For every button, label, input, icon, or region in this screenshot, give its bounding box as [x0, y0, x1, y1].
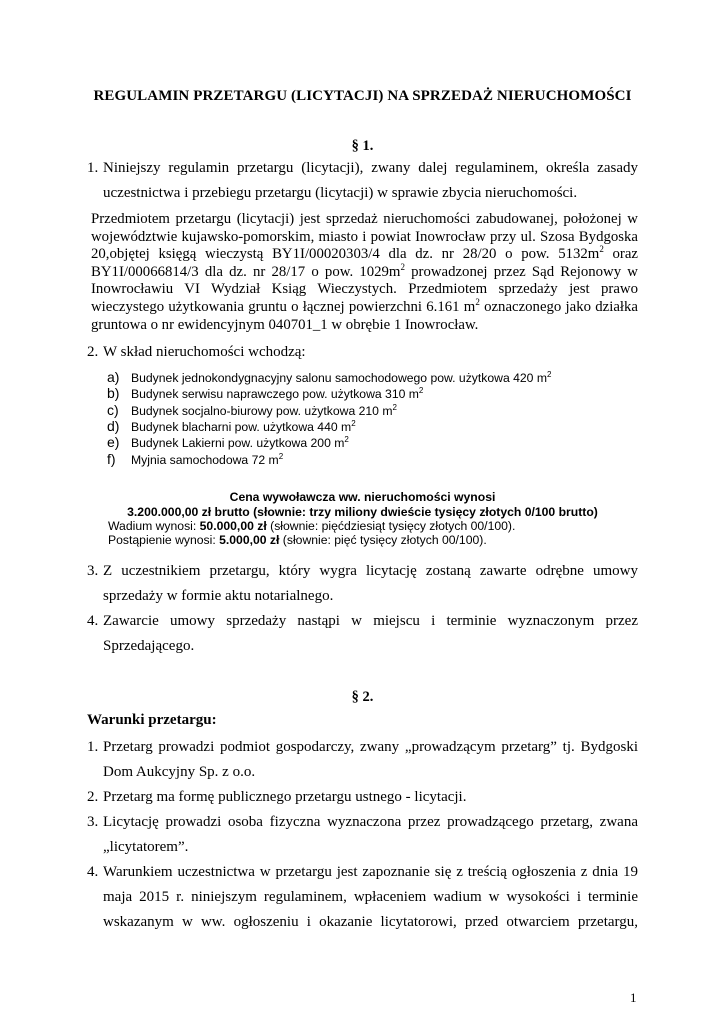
- s2-point-2-line-1: Przetarg ma formę publicznego przetargu ustnego - licytacji.: [103, 789, 467, 805]
- area-unit-superscript: 2: [278, 451, 284, 461]
- list-item-text: Myjnia samochodowa 72 m: [131, 453, 279, 467]
- s2-point-3-line-1: Licytację prowadzi osoba fizyczna wyznaczona przez prowadzącego przetarg, zwana: [103, 814, 638, 830]
- s1-point-1-line-2: uczestnictwa i przebiegu przetargu (licytacji) w sprawie zbycia nieruchomości.: [103, 185, 578, 201]
- s2-point-4-line-3: wskazanym w ww. ogłoszeniu i okazanie licytatorowi, przed otwarciem przetargu,: [103, 914, 638, 930]
- area-unit-superscript: 2: [392, 402, 397, 412]
- s1-point-4-line-1: Zawarcie umowy sprzedaży nastąpi w miejscu i terminie wyznaczonym przez: [103, 613, 638, 629]
- list-item-label: e): [107, 434, 120, 450]
- list-item-label: c): [107, 402, 119, 418]
- list-item-label: a): [107, 369, 120, 385]
- wadium-value: 50.000,00 zł: [199, 519, 267, 533]
- section-1-heading: § 1.: [351, 138, 374, 154]
- list-item-text: Budynek serwisu naprawczego pow. użytkowa 310 m: [131, 387, 419, 401]
- document-title: REGULAMIN PRZETARGU (LICYTACJI) NA SPRZEDAŻ NIERUCHOMOŚCI: [93, 88, 632, 104]
- s2-point-4-line-2: maja 2015 r. niniejszym regulaminem, wpłaceniem wadium w wysokości i terminie: [103, 889, 638, 905]
- area-unit-superscript: 2: [400, 261, 405, 272]
- s1-point-2-text: W skład nieruchomości wchodzą:: [103, 344, 306, 360]
- section-2-heading: § 2.: [351, 689, 374, 705]
- list-item-text: Budynek jednokondygnacyjny salonu samochodowego pow. użytkowa 420 m: [131, 371, 547, 385]
- property-description-part-2: oraz BY1I/00066814/3 dla dz. nr 28/17 o pow. 1029m: [91, 246, 638, 280]
- s1-point-3-line-1: Z uczestnikiem przetargu, który wygra licytację zostaną zawarte odrębne umowy: [103, 563, 638, 579]
- s2-point-1-line-2: Dom Aukcyjny Sp. z o.o.: [103, 764, 256, 780]
- wadium-label: Wadium wynosi:: [108, 519, 200, 533]
- s2-point-4-line-1: Warunkiem uczestnictwa w przetargu jest zapoznanie się z treścią ogłoszenia z dnia 19: [103, 864, 638, 880]
- s2-point-3-line-2: „licytatorem”.: [103, 839, 189, 855]
- list-item-label: f): [107, 451, 116, 467]
- list-item: [131, 404, 397, 418]
- area-unit-superscript: 2: [599, 244, 604, 255]
- property-description-part-4: oznaczonego jako działka gruntowa o nr ewidencyjnym 040701_1 w obrębie 1 Inowrocław.: [91, 298, 638, 333]
- list-item-label: d): [107, 418, 120, 434]
- starting-price-amount: 3.200.000,00 zł brutto (słownie: trzy miliony dwieście tysięcy złotych 0/100 brutto): [127, 505, 598, 519]
- conditions-heading: Warunki przetargu:: [87, 712, 217, 728]
- s1-point-4-number: 4.: [87, 613, 99, 629]
- list-item-text: Budynek Lakierni pow. użytkowa 200 m: [131, 436, 345, 450]
- list-item-text: Budynek socjalno-biurowy pow. użytkowa 210 m: [131, 404, 393, 418]
- s2-point-1-number: 1.: [87, 739, 99, 755]
- s1-point-4-line-2: Sprzedającego.: [103, 638, 195, 654]
- s1-point-2-number: 2.: [87, 344, 99, 360]
- s2-point-3-number: 3.: [87, 814, 99, 830]
- list-item: [131, 453, 283, 467]
- bid-increment-value: 5.000,00 zł: [219, 533, 280, 547]
- list-item: [131, 387, 423, 401]
- s2-point-2-number: 2.: [87, 789, 99, 805]
- bid-increment-label: Postąpienie wynosi:: [108, 533, 220, 547]
- list-item-text: Budynek blacharni pow. użytkowa 440 m: [131, 420, 352, 434]
- s1-point-3-number: 3.: [87, 563, 99, 579]
- area-unit-superscript: 2: [547, 369, 552, 379]
- s2-point-1-line-1: Przetarg prowadzi podmiot gospodarczy, zwany „prowadzącym przetarg” tj. Bydgoski: [103, 739, 638, 755]
- bid-increment-words: (słownie: pięć tysięcy złotych 00/100).: [279, 533, 487, 547]
- list-item: [131, 371, 551, 385]
- wadium-words: (słownie: pięćdziesiąt tysięcy złotych 00/100).: [266, 519, 516, 533]
- property-description-part-1: Przedmiotem przetargu (licytacji) jest sprzedaż nieruchomości zabudowanej, położonej w województwie kujawsko-pomorskim, miasto i powiat Inowrocław przy ul. Szosa Bydgoska 20,objętej księgą wieczystą BY1I/00020303/4 dla dz. nr 28/20 o pow. 5132m: [91, 211, 638, 263]
- area-unit-superscript: 2: [475, 297, 480, 308]
- list-item: [131, 436, 349, 450]
- area-unit-superscript: 2: [351, 418, 356, 428]
- s1-point-1-number: 1.: [87, 160, 99, 176]
- area-unit-superscript: 2: [418, 385, 424, 395]
- list-item-label: b): [107, 385, 120, 401]
- s1-point-3-line-2: sprzedaży w formie aktu notarialnego.: [103, 588, 334, 604]
- list-item: [131, 420, 356, 434]
- property-description: [91, 211, 638, 334]
- starting-price-heading: Cena wywoławcza ww. nieruchomości wynosi: [229, 490, 496, 504]
- s1-point-1-line-1: Niniejszy regulamin przetargu (licytacji), zwany dalej regulaminem, określa zasady: [103, 160, 638, 176]
- page-number: 1: [630, 990, 637, 1005]
- wadium-line: [108, 519, 515, 533]
- s2-point-4-number: 4.: [87, 864, 99, 880]
- area-unit-superscript: 2: [344, 434, 349, 444]
- bid-increment-line: [108, 533, 487, 547]
- property-description-part-3: prowadzonej przez Sąd Rejonowy w Inowrocławiu VI Wydział Ksiąg Wieczystych. Przedmiotem sprzedaży jest prawo wieczystego użytkowania gruntu o łącznej powierzchni 6.161 m: [91, 263, 638, 315]
